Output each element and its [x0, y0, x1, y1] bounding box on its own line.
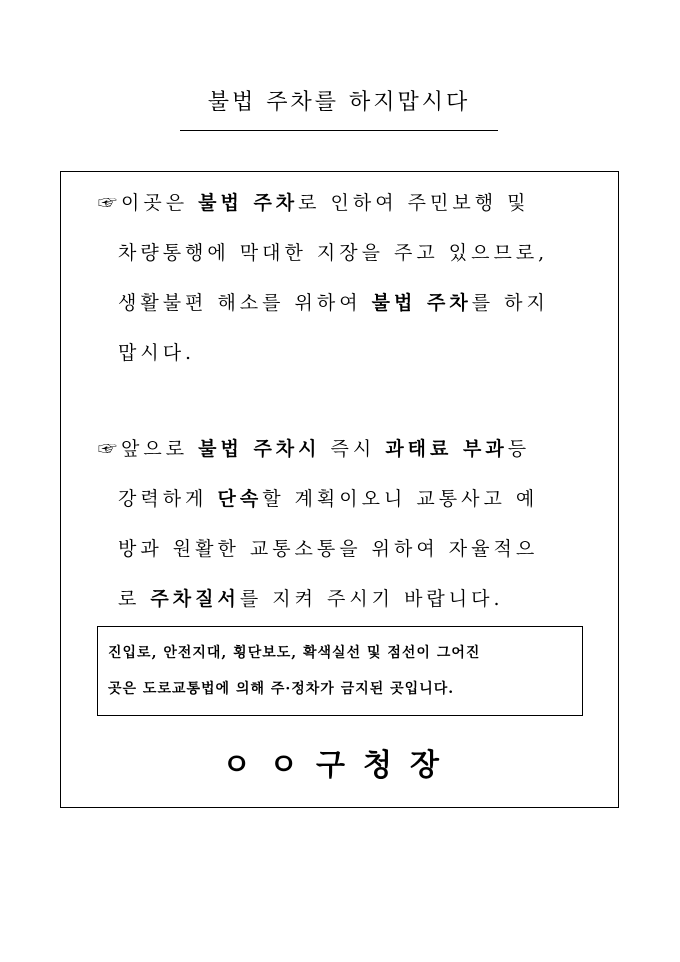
paragraph-1-line-1	[98, 178, 588, 228]
paragraph-2-line-3: 방과 원활한 교통소통을 위하여 자율적으	[118, 538, 539, 560]
paragraph-2-line-1	[98, 424, 588, 474]
issuer-signature: ㅇㅇ구청장	[222, 748, 457, 783]
text-segment: 등	[507, 438, 531, 460]
text-segment: 로 인하여 주민보행 및	[298, 192, 530, 214]
text-segment: 즉시	[320, 438, 386, 460]
text-segment: 강력하게	[118, 488, 218, 510]
page-title: 불법 주차를 하지맙시다	[207, 90, 471, 115]
text-segment: 앞으로	[121, 438, 199, 460]
pointing-hand-icon: ☞	[98, 192, 122, 214]
emphasis-illegal-parking: 불법 주차	[198, 192, 299, 214]
emphasis-illegal-parking: 불법 주차시	[198, 438, 321, 460]
paragraph-1-line-3	[98, 278, 588, 328]
text-segment: 를 지켜 주시기 바랍니다.	[239, 588, 504, 610]
notice-line-2: 곳은 도로교통법에 의해 주·정차가 금지된 곳입니다.	[108, 681, 455, 697]
paragraph-parking-ban	[98, 178, 588, 378]
paragraph-enforcement	[98, 424, 588, 624]
emphasis-parking-order: 주차질서	[150, 588, 240, 610]
emphasis-crackdown: 단속	[217, 488, 263, 510]
emphasis-fine: 과태료 부과	[385, 438, 508, 460]
paragraph-1-line-4: 맙시다.	[118, 342, 196, 364]
text-segment: 할 계획이오니 교통사고 예	[262, 488, 539, 510]
title-underline	[180, 130, 498, 131]
text-segment: 로	[118, 588, 151, 610]
no-parking-zone-notice	[97, 626, 583, 716]
notice-line-1: 진입로, 안전지대, 횡단보도, 확색실선 및 점선이 그어진	[108, 645, 481, 661]
text-segment: 생활불편 해소를 위하여	[118, 292, 372, 314]
pointing-hand-icon: ☞	[98, 438, 122, 460]
paragraph-2-line-2	[98, 474, 588, 524]
emphasis-illegal-parking: 불법 주차	[371, 292, 472, 314]
paragraph-1-line-2: 차량통행에 막대한 지장을 주고 있으므로,	[118, 242, 549, 264]
text-segment: 를 하지	[471, 292, 549, 314]
paragraph-2-line-4	[98, 574, 588, 624]
text-segment: 이곳은	[121, 192, 199, 214]
